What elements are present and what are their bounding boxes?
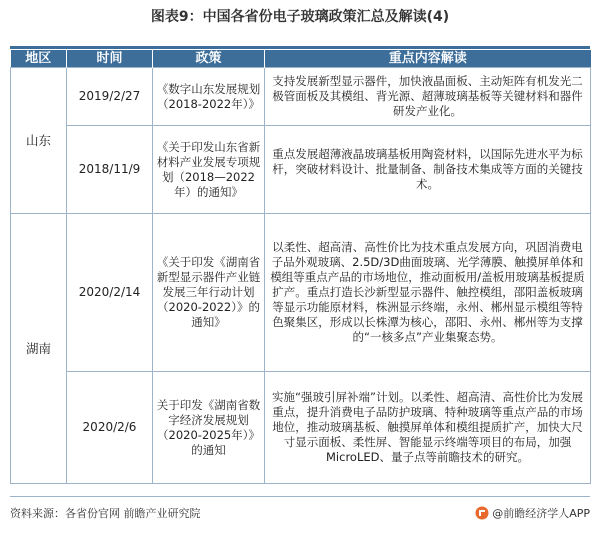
qianzhan-logo-icon bbox=[475, 506, 489, 520]
header-divider bbox=[10, 46, 590, 49]
source-text: 资料来源：各省份官网 前瞻产业研究院 bbox=[10, 507, 201, 520]
policy-cell: 《关于印发山东省新材料产业发展专项规划（2018—2022年）的通知》 bbox=[153, 126, 265, 214]
date-cell: 2018/11/9 bbox=[67, 126, 153, 214]
table-row bbox=[11, 372, 591, 484]
table-row bbox=[11, 214, 591, 372]
brand-mark bbox=[475, 505, 590, 521]
header-detail: 重点内容解读 bbox=[265, 50, 591, 68]
policy-cell: 《数字山东发展规划（2018-2022年）》 bbox=[153, 68, 265, 126]
detail-cell: 实施“强玻引屏补端”计划。以柔性、超高清、高性价比为发展重点，提升消费电子品防护玻璃、特种玻璃等重点产品的市场地位，推动玻璃基板、触摸屏单体和模组提质扩产，加快大尺寸显示面板、柔性屏、智能显示终端等项目的布局，加强MicroLED、量子点等前瞻技术的研究。 bbox=[265, 372, 591, 484]
brand-text: @前瞻经济学人APP bbox=[492, 507, 590, 520]
detail-cell: 重点发展超薄液晶玻璃基板用陶瓷材料，以国际先进水平为标杆，突破材料设计、批量制备、制备技术集成等方面的关键技术。 bbox=[265, 126, 591, 214]
header-region: 地区 bbox=[11, 50, 67, 68]
table-row bbox=[11, 68, 591, 126]
region-cell-hunan: 湖南 bbox=[11, 214, 67, 484]
detail-cell: 以柔性、超高清、高性价比为技术重点发展方向，巩固消费电子品外观玻璃、2.5D/3D曲面玻璃、光学薄膜、触摸屏单体和模组等重点产品的市场地位，推动面板用/盖板用玻璃基板提质扩产。重点打造长沙新型显示器件、触控模组，邵阳盖板玻璃等显示功能原材料，株洲显示终端，永州、郴州显示模组等特色聚集区，形成以长株潭为核心，邵阳、永州、郴州等为支撑的“一核多点”产业集聚态势。 bbox=[265, 214, 591, 372]
table-header-row bbox=[11, 50, 591, 68]
table-row bbox=[11, 126, 591, 214]
chart-title: 图表9：中国各省份电子玻璃政策汇总及解读(4) bbox=[150, 9, 450, 25]
footer bbox=[10, 503, 590, 521]
date-cell: 2020/2/6 bbox=[67, 372, 153, 484]
detail-cell: 支持发展新型显示器件，加快液晶面板、主动矩阵有机发光二极管面板及其模组、背光源、超薄玻璃基板等关键材料和器件研发产业化。 bbox=[265, 68, 591, 126]
header-policy: 政策 bbox=[153, 50, 265, 68]
region-cell-shandong: 山东 bbox=[11, 68, 67, 214]
policy-cell: 《关于印发《湖南省新型显示器件产业链发展三年行动计划（2020-2022）》的通知》 bbox=[153, 214, 265, 372]
footer-divider bbox=[10, 496, 590, 497]
policy-cell: 关于印发《湖南省数字经济发展规划（2020-2025年）》的通知 bbox=[153, 372, 265, 484]
date-cell: 2020/2/14 bbox=[67, 214, 153, 372]
policy-table bbox=[10, 50, 591, 484]
header-date: 时间 bbox=[67, 50, 153, 68]
date-cell: 2019/2/27 bbox=[67, 68, 153, 126]
